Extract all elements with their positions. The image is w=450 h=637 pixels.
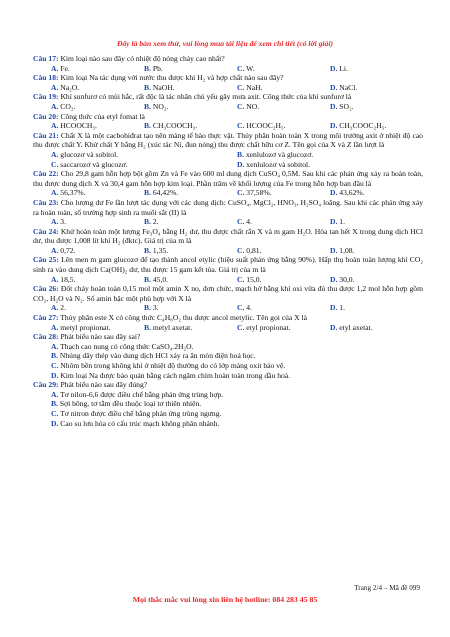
option-text: Tơ nilon-6,6 được điều chế bằng phản ứng trùng hợp.	[60, 389, 224, 399]
option-letter: A.	[51, 63, 59, 73]
options-row	[33, 150, 423, 160]
question-number: Câu 27:	[33, 313, 59, 323]
answer-option	[330, 83, 423, 93]
options-stack	[33, 342, 423, 380]
option-text: 4.	[246, 303, 252, 313]
options-row	[33, 83, 423, 93]
answer-option	[144, 217, 237, 227]
answer-option	[51, 275, 144, 285]
option-text: NaH.	[246, 82, 263, 92]
question-number: Câu 26:	[33, 284, 59, 294]
answer-option	[330, 64, 423, 74]
question-21	[33, 131, 423, 169]
option-text: HCOOCH₃.	[60, 121, 97, 131]
question-number: Câu 18:	[33, 73, 59, 83]
option-text: Li.	[339, 63, 348, 73]
option-letter: D.	[330, 274, 338, 284]
option-letter: B.	[144, 188, 151, 198]
question-text: Khử hoàn toàn một lượng Fe₃O₄ bằng H₂ dư, thu được chất rắn X và m gam H₂O. Hòa tan hết X trong dung dịch HCl dư, thu được 1,008 lít khí H₂ (đktc). Giá trị của m là	[33, 226, 423, 246]
question-number: Câu 20:	[33, 111, 59, 121]
answer-option	[51, 83, 144, 93]
answer-option	[144, 275, 237, 285]
option-text: Cao su lưu hóa có cấu trúc mạch không phân nhánh.	[60, 418, 220, 428]
option-letter: A.	[51, 274, 59, 284]
question-number: Câu 22:	[33, 169, 59, 179]
answer-option	[51, 64, 144, 74]
option-letter: D.	[330, 101, 338, 111]
options-row	[33, 64, 423, 74]
options-row	[33, 323, 423, 333]
option-text: 18,5.	[60, 274, 76, 284]
answer-option	[51, 121, 144, 131]
question-number: Câu 17:	[33, 54, 59, 63]
option-letter: B.	[144, 322, 151, 332]
option-letter: D.	[330, 63, 338, 73]
answer-option	[237, 188, 330, 198]
option-letter: D.	[330, 188, 338, 198]
option-letter: C.	[237, 274, 245, 284]
question-stem	[33, 227, 423, 246]
option-text: xenlulozơ và sobitol.	[246, 159, 310, 169]
options-row	[33, 246, 423, 256]
answer-option	[237, 275, 330, 285]
question-stem	[33, 380, 423, 390]
answer-option	[330, 323, 423, 333]
question-18	[33, 73, 423, 92]
question-23	[33, 198, 423, 227]
option-letter: B.	[51, 351, 58, 361]
answer-option	[237, 83, 330, 93]
option-text: 64,42%.	[152, 188, 179, 198]
answer-option	[51, 419, 219, 428]
option-letter: C.	[237, 101, 245, 111]
options-row	[33, 102, 423, 112]
option-text: NaCl.	[339, 82, 358, 92]
question-stem	[33, 131, 423, 150]
answer-option	[144, 102, 237, 112]
answer-option	[144, 303, 237, 313]
options-row	[33, 303, 423, 313]
option-letter: B.	[144, 63, 151, 73]
option-letter: D.	[51, 418, 59, 428]
option-text: etyl axetat.	[339, 322, 373, 332]
option-letter: C.	[237, 121, 245, 131]
options-row	[33, 121, 423, 131]
option-letter: A.	[51, 101, 59, 111]
option-letter: B.	[144, 82, 151, 92]
answer-option	[144, 246, 237, 256]
answer-option	[330, 217, 423, 227]
answer-option	[51, 399, 201, 408]
option-line	[33, 371, 423, 381]
option-letter: A.	[51, 245, 59, 255]
question-24	[33, 227, 423, 256]
answer-option	[330, 102, 423, 112]
question-stem	[33, 198, 423, 217]
option-text: Fe.	[60, 63, 70, 73]
question-text: Phát biểu nào sau đây đúng?	[60, 380, 148, 390]
option-letter: D.	[330, 82, 338, 92]
option-letter: B.	[144, 303, 151, 313]
option-letter: C.	[51, 408, 59, 418]
options-row	[33, 188, 423, 198]
option-letter: D.	[330, 322, 338, 332]
option-letter: B.	[144, 217, 151, 227]
option-text: NaOH.	[152, 82, 175, 92]
option-letter: B.	[144, 245, 151, 255]
option-text: W.	[246, 63, 255, 73]
question-text: Thủy phân este X có công thức C₄H₈O₂ thu được ancol metylic. Tên gọi của X là	[60, 313, 308, 323]
option-letter: A.	[51, 322, 59, 332]
answer-option	[330, 246, 423, 256]
answer-option	[237, 160, 423, 170]
question-text: Kim loại nào sau đây có nhiệt độ nóng chảy cao nhất?	[60, 54, 225, 63]
option-letter: A.	[51, 149, 59, 159]
option-text: 4.	[246, 217, 252, 227]
option-text: metyl propionat.	[60, 322, 111, 332]
option-text: 3.	[152, 303, 159, 313]
option-text: 15,0.	[246, 274, 262, 284]
option-line	[33, 409, 423, 419]
question-22	[33, 169, 423, 198]
question-text: Lên men m gam glucozơ để tạo thành ancol etylic (hiệu suất phản ứng bằng 90%). Hấp thụ hoàn toàn lượng khí CO₂ sinh ra vào dung dịch Ca(OH)₂ dư, thu được 15 gam kết tủa. Giá trị của m là	[33, 255, 424, 275]
option-letter: C.	[237, 188, 245, 198]
option-text: saccarozơ và glucozơ.	[60, 159, 128, 169]
option-line	[33, 419, 423, 429]
option-letter: D.	[330, 245, 338, 255]
option-line	[33, 399, 423, 409]
question-stem	[33, 255, 423, 274]
answer-option	[144, 188, 237, 198]
answer-option	[330, 275, 423, 285]
option-text: 3.	[60, 217, 66, 227]
question-text: Khí sunfurơ có mùi hắc, rất độc là tác nhân chủ yếu gây mưa axit. Công thức của khí sunfurơ là	[60, 92, 352, 102]
option-letter: C.	[237, 82, 245, 92]
option-text: glucozơ và sobitol.	[60, 149, 119, 159]
answer-option	[237, 102, 330, 112]
question-number: Câu 23:	[33, 197, 59, 207]
question-text: Công thức của etyl fomat là	[60, 111, 145, 121]
option-text: Thạch cao nung có công thức CaSO₄.2H₂O.	[60, 341, 194, 351]
answer-option	[237, 121, 330, 131]
option-line	[33, 390, 423, 400]
answer-option	[237, 303, 330, 313]
option-letter: A.	[51, 341, 59, 351]
answer-option	[144, 64, 237, 74]
question-text: Chất X là một cacbohiđrat tạo nên màng tế bào thực vật. Thủy phân hoàn toàn X trong môi trường axit ở nhiệt độ cao thu được chất Y. Khử chất Y bằng H₂ (xúc tác Ni, đun nóng) thu được chất hữu cơ Z. Tên gọi của X và Z lần lượt là	[33, 130, 423, 150]
answer-option	[237, 64, 330, 74]
hotline-footer: Mọi thắc mắc vui lòng xin liên hệ hotline: 084 283 45 85	[132, 595, 318, 604]
option-letter: C.	[237, 303, 245, 313]
question-text: Cho lượng dư Fe lần lượt tác dụng với các dung dịch: CuSO₄, MgCl₂, HNO₃, H₂SO₄ loãng. Sau khi các phản ứng xảy ra hoàn toàn, số trường hợp sinh ra muối sắt (II) là	[33, 197, 423, 217]
option-letter: C.	[237, 63, 245, 73]
option-text: Nhúng dây thép vào dung dịch HCl xảy ra ăn mòn điện hoá học.	[59, 351, 256, 361]
option-text: 56,37%.	[60, 188, 86, 198]
question-stem	[33, 112, 423, 122]
question-19	[33, 92, 423, 111]
page-number: Trang 2/4 – Mã đề 099	[354, 584, 420, 592]
options-row	[33, 275, 423, 285]
question-stem	[33, 284, 423, 303]
option-letter: C.	[237, 322, 245, 332]
option-letter: B.	[144, 274, 151, 284]
question-text: Cho 29,8 gam hỗn hợp bột gồm Zn và Fe vào 600 ml dung dịch CuSO₄ 0,5M. Sau khi các phản ứng xảy ra hoàn toàn, thu được dung dịch X và 30,4 gam hỗn hợp kim loại. Phần trăm về khối lượng của Fe trong hỗn hợp ban đầu là	[33, 169, 423, 188]
answer-option	[330, 121, 423, 131]
question-stem	[33, 332, 423, 342]
option-letter: B.	[51, 399, 58, 409]
option-text: 0,72.	[60, 245, 76, 255]
question-28	[33, 332, 423, 380]
question-text: Kim loại Na tác dụng với nước thu được khí H₂ và hợp chất nào sau đây?	[60, 73, 284, 83]
option-letter: B.	[144, 121, 151, 131]
answer-option	[51, 246, 144, 256]
answer-option	[51, 303, 144, 313]
answer-option	[51, 351, 256, 360]
answer-option	[330, 188, 423, 198]
question-27	[33, 313, 423, 332]
question-17	[33, 54, 423, 73]
answer-option	[330, 303, 423, 313]
answer-option	[144, 323, 237, 333]
option-text: 1,08.	[339, 245, 355, 255]
question-number: Câu 29:	[33, 380, 59, 390]
option-text: etyl propionat.	[246, 322, 291, 332]
answer-option	[237, 217, 330, 227]
options-row	[33, 217, 423, 227]
option-text: 37,58%.	[246, 188, 272, 198]
option-letter: D.	[330, 217, 338, 227]
answer-option	[51, 371, 290, 380]
option-text: 2.	[152, 217, 159, 227]
option-text: Na₂O.	[60, 82, 80, 92]
question-26	[33, 284, 423, 313]
option-letter: A.	[51, 389, 59, 399]
answer-option	[237, 150, 423, 160]
options-row	[33, 160, 423, 170]
answer-option	[144, 121, 237, 131]
question-stem	[33, 92, 423, 102]
question-stem	[33, 73, 423, 83]
option-text: Sợi bông, tơ tằm đều thuộc loại tơ thiên nhiên.	[59, 399, 202, 409]
question-20	[33, 112, 423, 131]
answer-option	[51, 217, 144, 227]
question-number: Câu 28:	[33, 332, 59, 342]
option-text: Nhôm bền trong không khí ở nhiệt độ thường do có lớp màng oxit bảo vệ.	[60, 361, 286, 370]
question-text: Đốt cháy hoàn toàn 0,15 mol một amin X no, đơn chức, mạch hở bằng khí oxi vừa đủ thu được 1,2 mol hỗn hợp gồm CO₂, H₂O và N₂. Số amin bậc một phù hợp với X là	[33, 284, 424, 303]
option-letter: A.	[51, 121, 59, 131]
option-text: CO₂.	[60, 101, 76, 111]
answer-option	[51, 342, 194, 351]
answer-option	[51, 323, 144, 333]
answer-option	[51, 390, 223, 399]
option-text: xenlulozơ và glucozơ.	[245, 149, 314, 159]
option-line	[33, 342, 423, 352]
answer-option	[51, 361, 285, 370]
question-stem	[33, 169, 423, 188]
question-number: Câu 21:	[33, 130, 59, 140]
option-letter: C.	[237, 217, 245, 227]
option-text: 0,81.	[246, 245, 262, 255]
option-text: 2.	[60, 303, 66, 313]
option-letter: D.	[330, 121, 338, 131]
option-text: 45,0.	[152, 274, 169, 284]
option-text: SO₂.	[339, 101, 354, 111]
answer-option	[237, 323, 330, 333]
option-letter: D.	[330, 303, 338, 313]
option-text: NO₂.	[152, 101, 169, 111]
question-text: Phát biểu nào sau đây sai?	[60, 332, 141, 342]
option-text: 1.	[339, 217, 345, 227]
option-text: 30,0.	[339, 274, 355, 284]
answer-option	[51, 409, 221, 418]
option-letter: B.	[144, 101, 151, 111]
option-letter: A.	[51, 188, 59, 198]
question-25	[33, 255, 423, 284]
option-text: 1.	[339, 303, 345, 313]
preview-banner: Đây là bản xem thử, vui lòng mua tài liệu để xem chi tiết (có lời giải)	[117, 39, 333, 48]
option-text: Tơ nitron được điều chế bằng phản ứng trùng ngưng.	[60, 408, 222, 418]
option-text: 1,35.	[152, 245, 169, 255]
option-text: Kim loại Na được bảo quản bằng cách ngâm chìm hoàn toàn trong dầu hoả.	[60, 370, 291, 380]
option-letter: A.	[51, 217, 59, 227]
option-text: CH₃COOCH₃.	[152, 121, 198, 131]
option-text: 43,62%.	[339, 188, 365, 198]
answer-option	[144, 83, 237, 93]
option-line	[33, 351, 423, 361]
question-number: Câu 19:	[33, 92, 59, 102]
option-letter: C.	[51, 361, 59, 370]
question-number: Câu 25:	[33, 255, 59, 265]
option-letter: A.	[51, 82, 59, 92]
option-letter: C.	[237, 245, 245, 255]
answer-option	[51, 102, 144, 112]
question-number: Câu 24:	[33, 226, 59, 236]
option-letter: D.	[237, 159, 245, 169]
option-letter: C.	[51, 159, 59, 169]
option-text: HCOOC₂H₅.	[246, 121, 286, 131]
options-stack	[33, 390, 423, 428]
option-line	[33, 361, 423, 371]
option-text: metyl axetat.	[152, 322, 193, 332]
option-letter: A.	[51, 303, 59, 313]
option-text: NO.	[246, 101, 260, 111]
option-text: Pb.	[152, 63, 163, 73]
answer-option	[51, 150, 237, 160]
answer-option	[51, 160, 237, 170]
answer-option	[51, 188, 144, 198]
option-text: CH₃COOC₂H₅.	[339, 121, 387, 131]
option-letter: B.	[237, 149, 244, 159]
question-list	[33, 54, 423, 428]
option-letter: D.	[51, 370, 59, 380]
question-stem	[33, 54, 423, 64]
question-29	[33, 380, 423, 428]
question-stem	[33, 313, 423, 323]
answer-option	[237, 246, 330, 256]
